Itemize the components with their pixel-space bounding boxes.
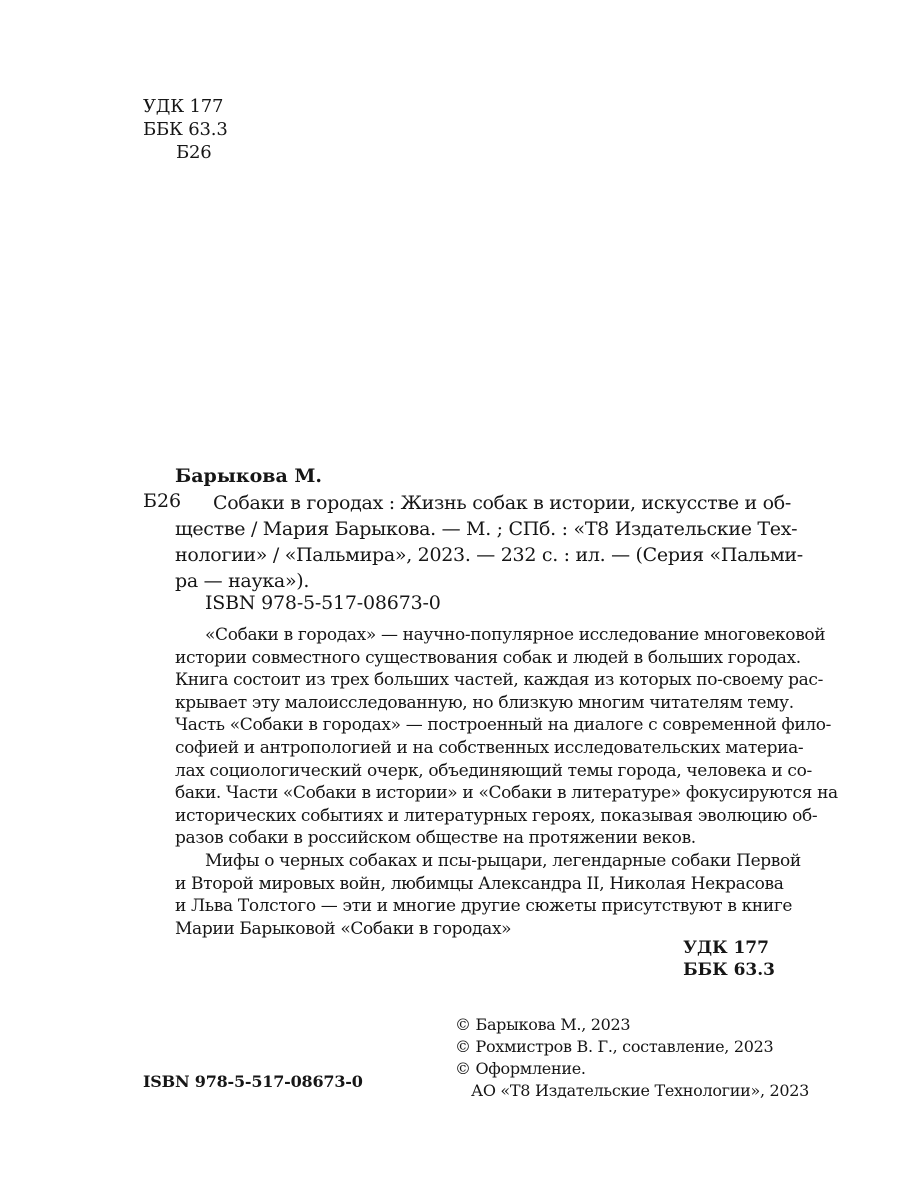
annotation-line: крывает эту малоисследованную, но близкую многим читателям тему. — [175, 692, 794, 713]
annotation-line: Марии Барыковой «Собаки в городах» — [175, 918, 512, 939]
annotation-line: Часть «Собаки в городах» — построенный на диалоге с современной фило- — [175, 715, 832, 736]
copyright-line: АО «Т8 Издательские Технологии», 2023 — [471, 1081, 810, 1100]
annotation-line: «Собаки в городах» — научно-популярное исследование многовековой — [205, 625, 826, 645]
copyright-line: © Оформление. — [455, 1059, 586, 1078]
annotation-line: лах социологический очерк, объединяющий темы города, человека и со- — [175, 760, 812, 781]
udk-code: УДК 177 — [683, 938, 769, 958]
bib-line: ра — наука»). — [175, 570, 310, 592]
annotation-line: баки. Части «Собаки в истории» и «Собаки в литературе» фокусируются на — [175, 783, 838, 804]
annotation-line: Книга состоит из трех больших частей, каждая из которых по-своему рас- — [175, 670, 823, 691]
isbn: ISBN 978-5-517-08673-0 — [205, 592, 441, 614]
bib-line: нологии» / «Пальмира», 2023. — 232 с. : ил. — (Серия «Пальми- — [175, 544, 803, 566]
annotation-line: и Льва Толстого — эти и многие другие сюжеты присутствуют в книге — [175, 896, 793, 917]
copyright-line: © Барыкова М., 2023 — [455, 1015, 631, 1034]
record-author-sign: Б26 — [143, 490, 182, 512]
annotation-line: и Второй мировых войн, любимцы Александра II, Николая Некрасова — [175, 873, 784, 894]
copyright-line: © Рохмистров В. Г., составление, 2023 — [455, 1037, 774, 1056]
bibliographic-description — [175, 490, 803, 594]
udk-code: УДК 177 — [143, 96, 224, 117]
author-sign: Б26 — [176, 142, 212, 163]
bbk-code: ББК 63.3 — [143, 119, 228, 140]
classification-codes-top — [143, 95, 228, 164]
classification-codes-bottom — [683, 937, 775, 981]
bib-line: Собаки в городах : Жизнь собак в истории, искусстве и об- — [213, 492, 792, 514]
author-name: Барыкова М. — [175, 465, 323, 487]
annotation-line: Мифы о черных собаках и псы-рыцари, легендарные собаки Первой — [205, 850, 801, 871]
isbn-bottom: ISBN 978-5-517-08673-0 — [143, 1072, 363, 1091]
copyright-block — [455, 1014, 809, 1102]
bib-line: ществе / Мария Барыкова. — М. ; СПб. : «Т8 Издательские Тех- — [175, 518, 798, 540]
annotation-line: исторических событиях и литературных героях, показывая эволюцию об- — [175, 805, 818, 826]
bbk-code: ББК 63.3 — [683, 960, 775, 980]
annotation-line: разов собаки в российском обществе на протяжении веков. — [175, 828, 696, 849]
annotation-line: софией и антропологией и на собственных исследовательских материа- — [175, 737, 804, 758]
annotation-line: истории совместного существования собак и людей в больших городах. — [175, 647, 801, 668]
annotation — [175, 624, 838, 940]
